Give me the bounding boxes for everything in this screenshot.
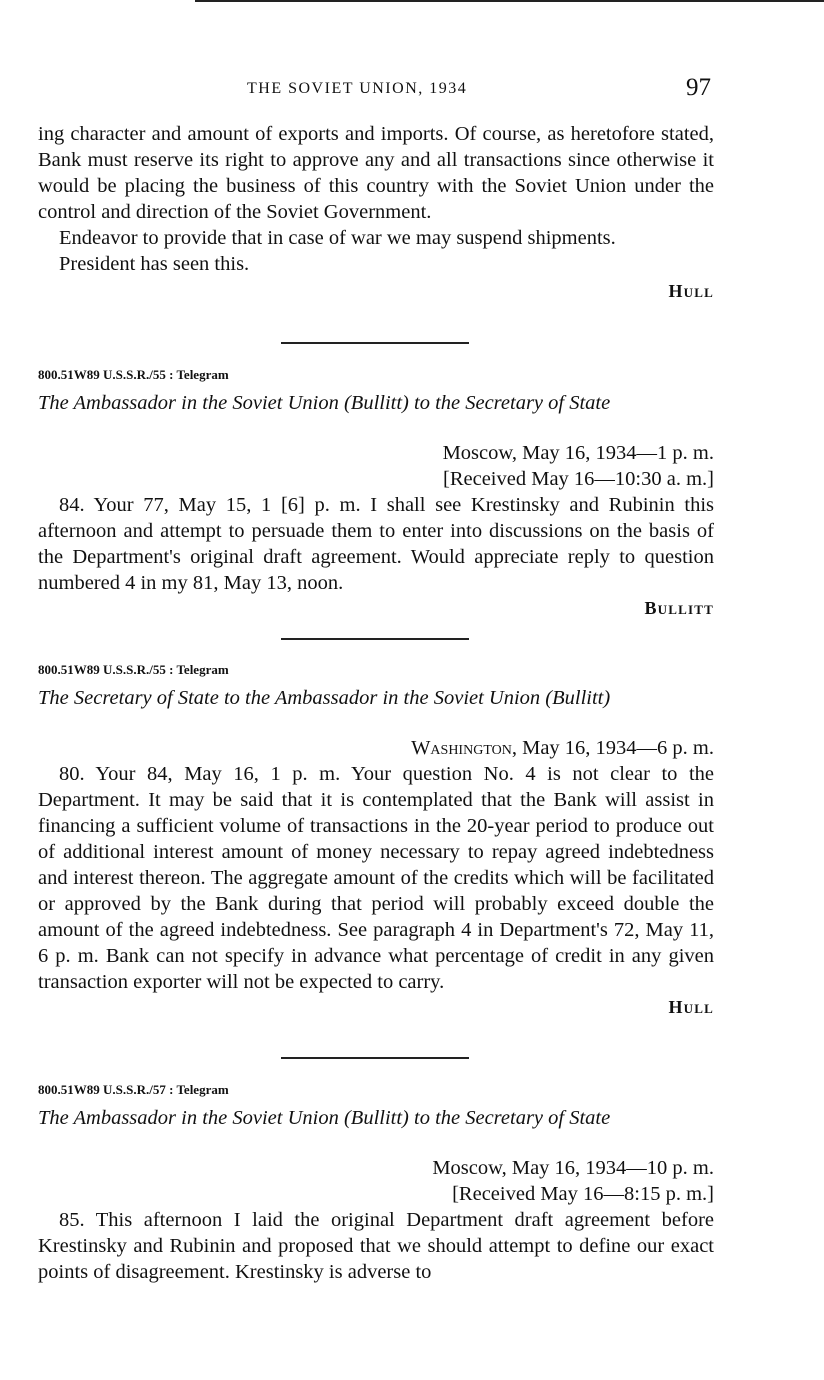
document-heading: The Secretary of State to the Ambassador in the Soviet Union (Bullitt): [38, 687, 611, 709]
dateline: Moscow, May 16, 1934—10 p. m.: [432, 1157, 714, 1179]
signature-bullitt: Bullitt: [644, 598, 714, 618]
file-reference: 800.51W89 U.S.S.R./55 : Telegram: [38, 662, 229, 677]
page-number: 97: [686, 74, 711, 101]
continued-paragraph: ing character and amount of exports and imports. Of course, as heretofore stated, Bank must reserve its right to approve any and all transactions since otherwise it would be placing the business of this country with the Soviet Union under the control and direction of the Soviet Government.: [38, 123, 714, 223]
dateline-place: Washington: [411, 737, 512, 759]
dateline-date: , May 16, 1934—6 p. m.: [511, 737, 714, 759]
running-head-title: THE SOVIET UNION, 1934: [247, 80, 468, 97]
section-divider: [281, 342, 469, 344]
received-line: [Received May 16—10:30 a. m.]: [443, 468, 714, 490]
president-paragraph: President has seen this.: [59, 253, 250, 275]
telegram-84: [38, 440, 714, 620]
document-heading: The Ambassador in the Soviet Union (Bullitt) to the Secretary of State: [38, 392, 611, 414]
telegram-body: 85. This afternoon I laid the original Department draft agreement before Krestinsky and Rubinin and proposed that we should attempt to define our exact points of disagreement. Krestinsky is adverse to: [38, 1209, 714, 1283]
file-reference: 800.51W89 U.S.S.R./55 : Telegram: [38, 367, 229, 382]
document-heading: The Ambassador in the Soviet Union (Bullitt) to the Secretary of State: [38, 1107, 611, 1129]
telegram-body: 80. Your 84, May 16, 1 p. m. Your question No. 4 is not clear to the Department. It may be said that it is contemplated that the Bank will assist in financing a sufficient volume of transactions in the 20-year period to produce out of additional interest amount of money necessary to repay agreed indebtedness and interest thereon. The aggregate amount of the credits which will be facilitated or approved by the Bank during that period will probably exceed double the amount of the agreed indebtedness. See paragraph 4 in Department's 72, May 11, 6 p. m. Bank can not specify in advance what percentage of credit in any given transaction exporter will not be expected to carry.: [38, 763, 714, 993]
telegram-85: [38, 1155, 714, 1285]
continued-telegram: [38, 121, 714, 303]
dateline: Moscow, May 16, 1934—1 p. m.: [442, 442, 714, 464]
file-reference: 800.51W89 U.S.S.R./57 : Telegram: [38, 1082, 229, 1097]
telegram-body: 84. Your 77, May 15, 1 [6] p. m. I shall see Krestinsky and Rubinin this afternoon and attempt to persuade them to enter into discussions on the basis of the Department's original draft agreement. Would appreciate reply to question numbered 4 in my 81, May 13, noon.: [38, 494, 714, 594]
received-line: [Received May 16—8:15 p. m.]: [452, 1183, 714, 1205]
signature-hull-1: Hull: [668, 281, 714, 301]
top-edge-rule: [195, 0, 824, 2]
section-divider: [281, 638, 469, 640]
dateline: [38, 735, 714, 761]
telegram-80: [38, 735, 714, 1019]
section-divider: [281, 1057, 469, 1059]
war-shipments-paragraph: Endeavor to provide that in case of war we may suspend shipments.: [59, 227, 616, 249]
signature-hull-2: Hull: [668, 997, 714, 1017]
